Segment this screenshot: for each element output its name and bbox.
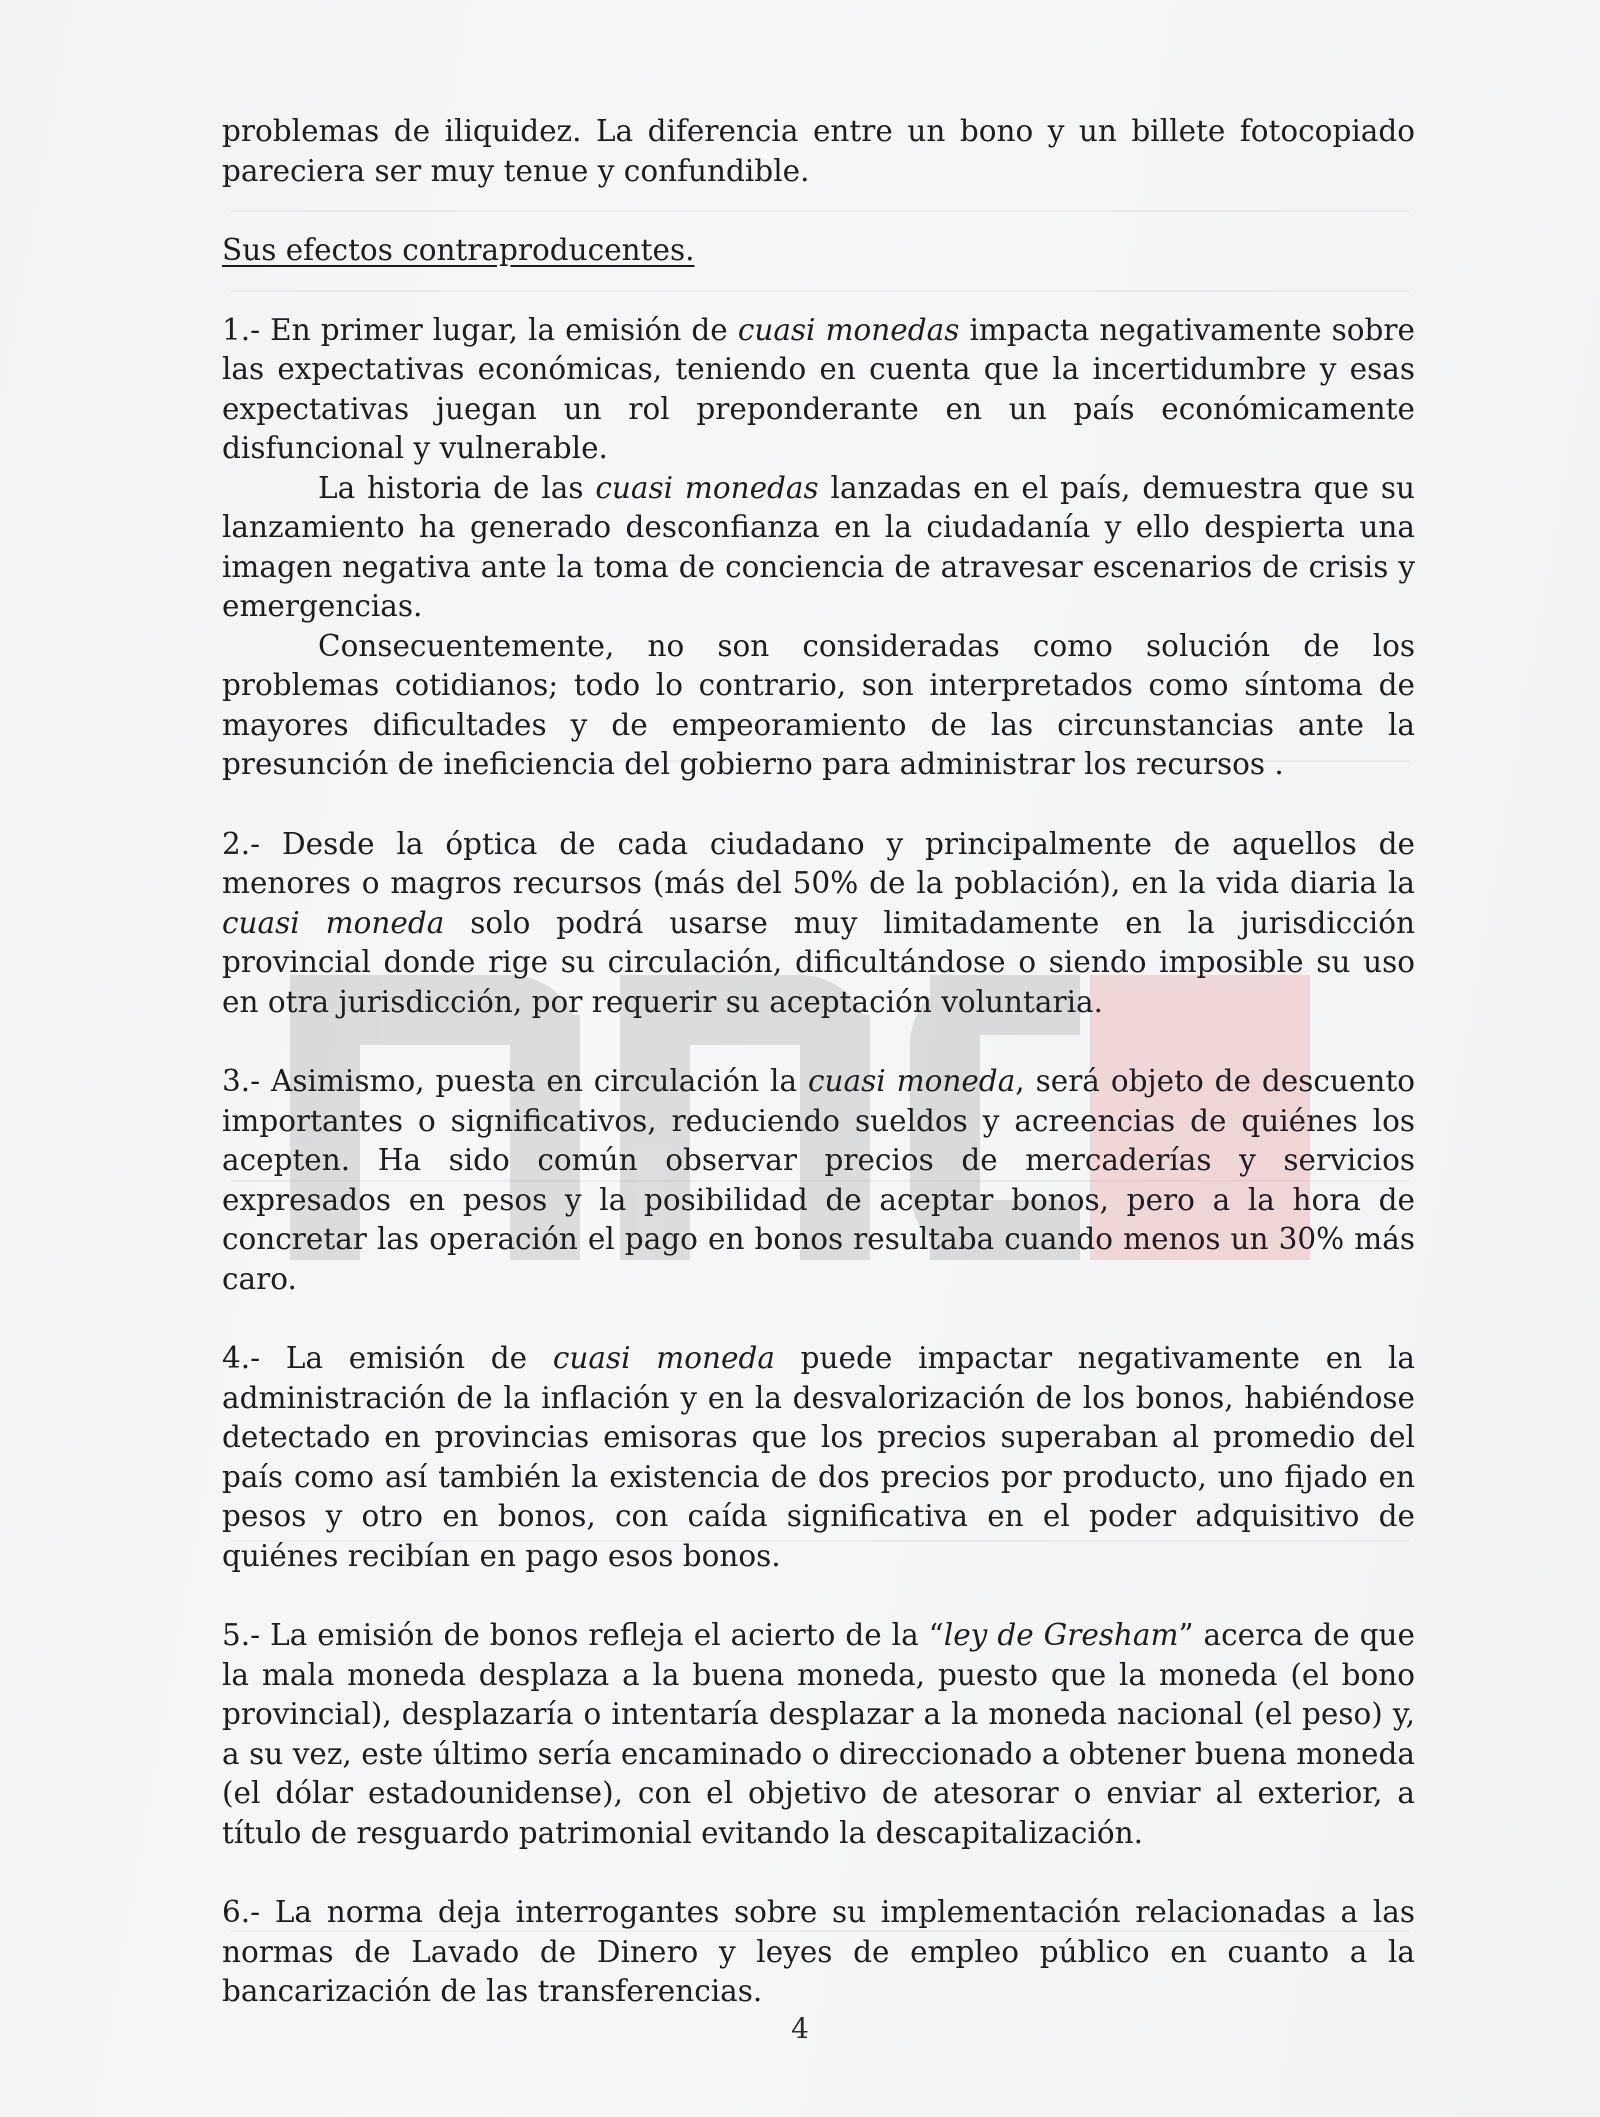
paragraph-4 bbox=[222, 1339, 1415, 1576]
paragraph-2 bbox=[222, 825, 1415, 1023]
paragraph-6: 6.- La norma deja interrogantes sobre su implementación relacionadas a las normas de Lavado de Dinero y leyes de empleo público en cuanto a la bancarización de las transferencias. bbox=[222, 1895, 1415, 2008]
paragraph-1-2-emphasis: cuasi monedas bbox=[595, 470, 819, 505]
paragraph-5-text-cont: ” acerca de que la mala moneda desplaza a la buena moneda, puesto que la moneda (el bono provincial), desplazaría o intentaría desplazar a la moneda nacional (el peso) y, a su vez, este último sería encaminado o direccionado a obtener buena moneda (el dólar estadounidense), con el objetivo de atesorar o enviar al exterior, a título de resguardo patrimonial evitando la descapitalización. bbox=[222, 1618, 1415, 1850]
paragraph-5-emphasis: ley de Gresham bbox=[943, 1618, 1179, 1652]
paragraph-1-emphasis: cuasi monedas bbox=[737, 312, 960, 347]
paragraph-1-text-cont: impacta negativamente sobre las expectativas económicas, teniendo en cuenta que la incertidumbre y esas expectativas juegan un rol preponderante en un país económicamente disfuncional y vulnerable. bbox=[222, 312, 1415, 465]
paragraph-4-text: 4.- La emisión de bbox=[222, 1341, 553, 1375]
paragraph-5 bbox=[222, 1616, 1415, 1853]
document-body bbox=[222, 112, 1415, 2012]
intro-paragraph: problemas de iliquidez. La diferencia entre un bono y un billete fotocopiado pareciera ser muy tenue y confundible. bbox=[222, 114, 1415, 188]
paragraph-3-text: 3.- Asimismo, puesta en circulación la bbox=[222, 1064, 808, 1098]
page-number: 4 bbox=[791, 2012, 809, 2045]
paragraph-2-emphasis: cuasi moneda bbox=[222, 905, 445, 940]
paragraph-1-2-text-cont: lanzadas en el país, demuestra que su lanzamiento ha generado desconfianza en la ciudadanía y ello despierta una imagen negativa ante la toma de conciencia de atravesar escenarios de crisis y emergencias. bbox=[222, 470, 1415, 623]
paragraph-4-text-cont: puede impactar negativamente en la administración de la inflación y en la desvalorización de los bonos, habiéndose detectado en provincias emisoras que los precios superaban al promedio del país como así también la existencia de dos precios por producto, uno fijado en pesos y otro en bonos, con caída significativa en el poder adquisitivo de quiénes recibían en pago esos bonos. bbox=[222, 1341, 1415, 1573]
paragraph-4-emphasis: cuasi moneda bbox=[552, 1341, 775, 1375]
paragraph-1-2 bbox=[222, 469, 1415, 627]
paragraph-5-text: 5.- La emisión de bonos refleja el acierto de la “ bbox=[222, 1618, 944, 1652]
paragraph-2-text-cont: solo podrá usarse muy limitadamente en la jurisdicción provincial donde rige su circulación, dificultándose o siendo imposible su uso en otra jurisdicción, por requerir su aceptación voluntaria. bbox=[222, 905, 1415, 1019]
paragraph-1-3: Consecuentemente, no son consideradas como solución de los problemas cotidianos; todo lo contrario, son interpretados como síntoma de mayores dificultades y de empeoramiento de las circunstancias ante la presunción de ineficiencia del gobierno para administrar los recursos . bbox=[222, 628, 1415, 781]
paragraph-1-2-text: La historia de las bbox=[318, 470, 596, 505]
paragraph-2-text: 2.- Desde la óptica de cada ciudadano y principalmente de aquellos de menores o magros recursos (más del 50% de la población), en la vida diaria la bbox=[222, 826, 1415, 900]
paragraph-3-text-cont: , será objeto de descuento importantes o significativos, reduciendo sueldos y acreencias de quiénes los acepten. Ha sido común observar precios de mercaderías y servicios expresados en pesos y la posibilidad de aceptar bonos, pero a la hora de concretar las operación el pago en bonos resultaba cuando menos un 30% más caro. bbox=[222, 1064, 1415, 1296]
paragraph-1-text: 1.- En primer lugar, la emisión de bbox=[222, 312, 738, 347]
paragraph-1 bbox=[222, 311, 1415, 469]
section-heading bbox=[222, 231, 1415, 271]
paragraph-3-emphasis: cuasi moneda bbox=[808, 1064, 1016, 1098]
paragraph-3 bbox=[222, 1062, 1415, 1299]
section-heading-text: Sus efectos contraproducentes. bbox=[222, 233, 695, 267]
